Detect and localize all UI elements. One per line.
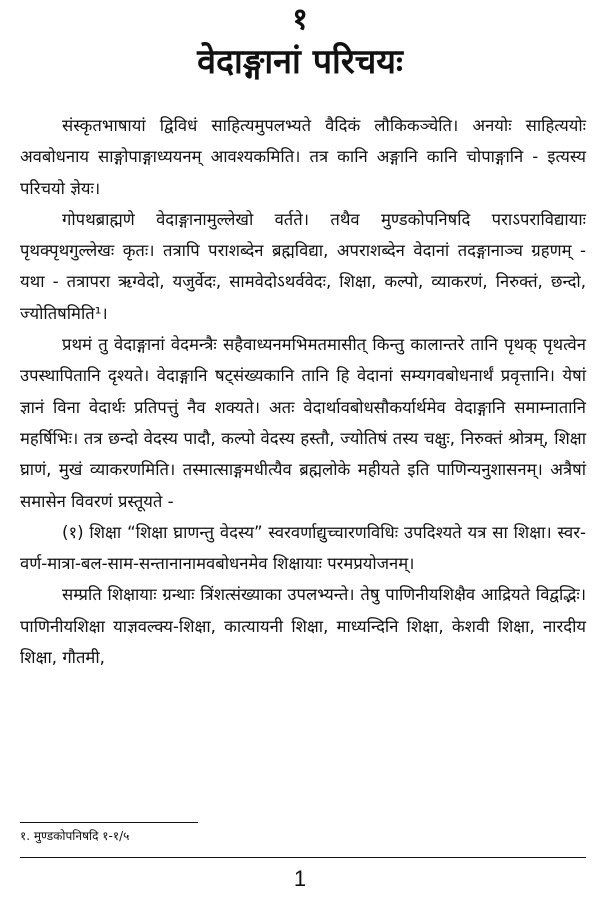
chapter-title: वेदाङ्गानां परिचयः — [197, 42, 403, 82]
chapter-number: १ — [292, 2, 308, 37]
paragraph-2: गोपथब्राह्मणे वेदाङ्गानामुल्लेखो वर्तते। तथैव मुण्डकोपनिषदि पराऽपराविद्यायाः पृथक्पृथगुल्लेखः कृतः। तत्रापि पराशब्देन ब्रह्मविद्या, अपराशब्देन वेदानां तदङ्गानाञ्च ग्रहणम् - यथा - तत्रापरा ऋग्वेदो, यजुर्वेदः, सामवेदोऽथर्ववेदः, शिक्षा, कल्पो, व्याकरणं, निरुक्तं, छन्दो, ज्योतिषमिति¹। — [20, 209, 586, 323]
paragraph-3: प्रथमं तु वेदाङ्गानां वेदमन्त्रैः सहैवाध्यनमभिमतमासीत् किन्तु कालान्तरे तानि पृथक् पृथत्वेन उपस्थापितानि दृश्यते। वेदाङ्गानि षट्संख्यकानि तानि हि वेदानां सम्यगवबोधनार्थं प्रवृत्तानि। येषां ज्ञानं विना वेदार्थः प्रतिपत्तुं नैव शक्यते। अतः वेदार्थावबोधसौकर्यार्थमेव वेदाङ्गानि समाम्नातानि महर्षिभिः। तत्र छन्दो वेदस्य पादौ, कल्पो वेदस्य हस्तौ, ज्योतिषं तस्य चक्षुः, निरुक्तं श्रोत्रम्, शिक्षा घ्राणं, मुखं व्याकरणमिति। तस्मात्साङ्गमधीत्यैव ब्रह्मलोके महीयते इति पाणिन्यनुशासनम्। अत्रैषां समासेन विवरणं प्रस्तूयते - — [20, 335, 586, 511]
paragraph-5: सम्प्रति शिक्षायाः ग्रन्थाः त्रिंशत्संख्याका उपलभ्यन्ते। तेषु पाणिनीयशिक्षैव आद्रियते विद्वद्भिः। पाणिनीयशिक्षा याज्ञवल्क्य-शिक्षा, कात्यायनी शिक्षा, माध्यन्दिनि शिक्षा, केशवी शिक्षा, नारदीय शिक्षा, गौतमी, — [20, 585, 586, 668]
body-text — [20, 110, 586, 673]
footnote: १. मुण्डकोपनिषदि १-१/५ — [20, 829, 130, 843]
footnote-divider — [20, 822, 198, 823]
page-number: 1 — [293, 866, 307, 891]
paragraph-4: (१) शिक्षा “शिक्षा घ्राणन्तु वेदस्य” स्वरवर्णाद्युच्चारणविधिः उपदिश्यते यत्र सा शिक्षा। स्वर-वर्ण-मात्रा-बल-साम-सन्तानानामवबोधनमेव शिक्षायाः परमप्रयोजनम्। — [20, 522, 586, 574]
paragraph-1: संस्कृतभाषायां द्विविधं साहित्यमुपलभ्यते वैदिकं लौकिकञ्चेति। अनयोः साहित्ययोः अवबोधनाय साङ्गोपाङ्गाध्ययनम् आवश्यकमिति। तत्र कानि अङ्गानि कानि चोपाङ्गानि - इत्यस्य परिचयो ज्ञेयः। — [20, 116, 586, 198]
page-footer-rule — [20, 857, 586, 858]
